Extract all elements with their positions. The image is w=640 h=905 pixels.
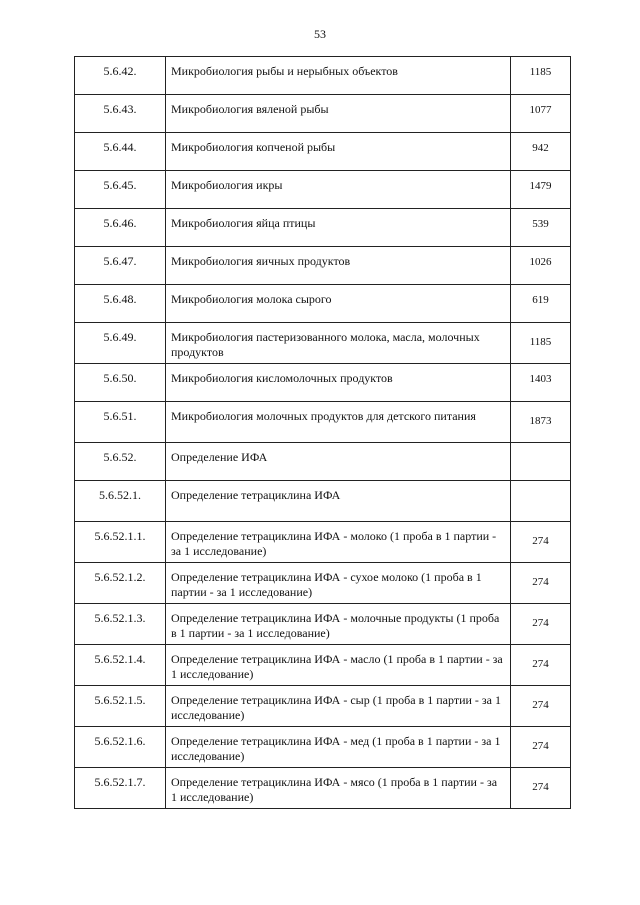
service-name: Определение тетрациклина ИФА - молочные продукты (1 проба в 1 партии - за 1 исследование) [166,604,511,645]
table-row [75,768,571,809]
service-name: Определение тетрациклина ИФА [166,481,511,522]
service-code: 5.6.45. [75,171,166,209]
table-row [75,604,571,645]
table-row [75,209,571,247]
service-name: Микробиология молока сырого [166,285,511,323]
service-name: Определение тетрациклина ИФА - молоко (1 проба в 1 партии - за 1 исследование) [166,522,511,563]
service-price: 1026 [511,247,571,285]
service-price: 1185 [511,57,571,95]
service-code: 5.6.47. [75,247,166,285]
service-price: 274 [511,727,571,768]
table-row [75,686,571,727]
service-price: 274 [511,522,571,563]
service-code: 5.6.52.1.3. [75,604,166,645]
service-price [511,443,571,481]
service-price: 274 [511,768,571,809]
table-row [75,443,571,481]
service-name: Микробиология пастеризованного молока, масла, молочных продуктов [166,323,511,364]
service-name: Определение тетрациклина ИФА - масло (1 проба в 1 партии - за 1 исследование) [166,645,511,686]
service-code: 5.6.52.1.1. [75,522,166,563]
service-name: Определение тетрациклина ИФА - мед (1 проба в 1 партии - за 1 исследование) [166,727,511,768]
service-price: 1077 [511,95,571,133]
service-name: Микробиология кисломолочных продуктов [166,364,511,402]
service-price: 274 [511,604,571,645]
service-name: Микробиология икры [166,171,511,209]
service-code: 5.6.52. [75,443,166,481]
service-code: 5.6.52.1. [75,481,166,522]
service-price: 1185 [511,323,571,364]
service-code: 5.6.43. [75,95,166,133]
table-row [75,522,571,563]
service-price: 1403 [511,364,571,402]
service-code: 5.6.50. [75,364,166,402]
service-code: 5.6.52.1.5. [75,686,166,727]
service-name: Микробиология яйца птицы [166,209,511,247]
table-row [75,285,571,323]
service-code: 5.6.52.1.6. [75,727,166,768]
service-name: Микробиология рыбы и нерыбных объектов [166,57,511,95]
service-code: 5.6.46. [75,209,166,247]
table-row [75,57,571,95]
price-list-table [74,56,571,809]
table-row [75,481,571,522]
service-code: 5.6.48. [75,285,166,323]
service-name: Определение тетрациклина ИФА - мясо (1 проба в 1 партии - за 1 исследование) [166,768,511,809]
service-code: 5.6.42. [75,57,166,95]
service-price: 1479 [511,171,571,209]
table-row [75,727,571,768]
page-number: 53 [314,27,326,41]
service-name: Определение тетрациклина ИФА - сухое молоко (1 проба в 1 партии - за 1 исследование) [166,563,511,604]
service-price: 274 [511,563,571,604]
service-price: 539 [511,209,571,247]
table-row [75,95,571,133]
table-row [75,402,571,443]
service-price: 619 [511,285,571,323]
service-price: 274 [511,645,571,686]
table-row [75,364,571,402]
table-row [75,171,571,209]
service-price: 274 [511,686,571,727]
service-name: Микробиология копченой рыбы [166,133,511,171]
table-row [75,323,571,364]
service-price: 942 [511,133,571,171]
service-name: Определение ИФА [166,443,511,481]
table-row [75,247,571,285]
table-row [75,563,571,604]
service-code: 5.6.52.1.4. [75,645,166,686]
table-row [75,645,571,686]
service-code: 5.6.52.1.2. [75,563,166,604]
service-price [511,481,571,522]
service-price: 1873 [511,402,571,443]
table-row [75,133,571,171]
service-code: 5.6.52.1.7. [75,768,166,809]
service-code: 5.6.49. [75,323,166,364]
service-code: 5.6.51. [75,402,166,443]
service-name: Микробиология молочных продуктов для детского питания [166,402,511,443]
service-name: Определение тетрациклина ИФА - сыр (1 проба в 1 партии - за 1 исследование) [166,686,511,727]
service-name: Микробиология яичных продуктов [166,247,511,285]
service-code: 5.6.44. [75,133,166,171]
service-name: Микробиология вяленой рыбы [166,95,511,133]
